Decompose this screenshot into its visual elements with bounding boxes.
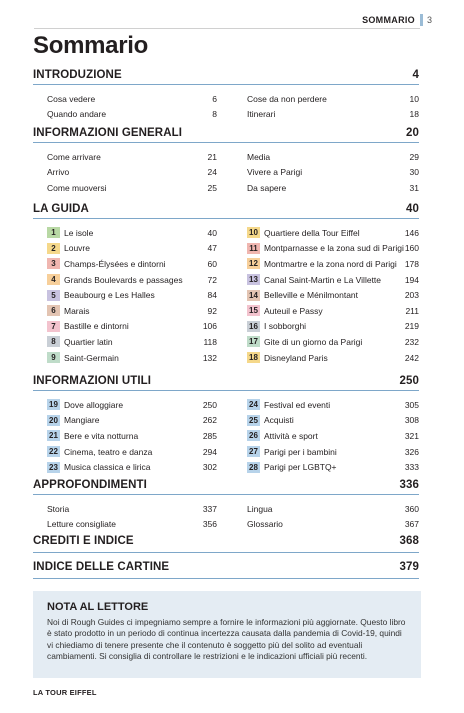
toc-entry-page: 21	[207, 151, 217, 162]
toc-entry-page: 30	[409, 167, 419, 178]
toc-entry-label: Vivere a Parigi	[247, 167, 303, 178]
toc-entry[interactable]	[47, 165, 217, 181]
toc-entry-page: 84	[207, 290, 217, 301]
chapter-number-badge: 14	[247, 290, 260, 301]
section-page: 336	[399, 479, 419, 491]
chapter-number-badge: 19	[47, 399, 60, 410]
chapter-number-badge: 2	[47, 243, 60, 254]
toc-column-left	[33, 149, 217, 196]
toc-entry-label-group	[247, 321, 306, 332]
chapter-number-badge: 27	[247, 446, 260, 457]
toc-chapter-entry[interactable]	[47, 241, 217, 257]
toc-chapter-entry[interactable]	[247, 413, 419, 429]
toc-entry-label: Mangiare	[64, 415, 100, 426]
toc-columns	[33, 143, 419, 196]
section-title: INFORMAZIONI GENERALI	[33, 127, 183, 139]
toc-column-left	[33, 397, 217, 475]
toc-entry[interactable]	[47, 501, 217, 517]
toc-chapter-entry[interactable]	[47, 225, 217, 241]
toc-entry-page: 18	[409, 109, 419, 120]
section-indice-delle-cartine	[33, 561, 419, 579]
toc-entry-page: 24	[207, 167, 217, 178]
toc-entry-label: Belleville e Ménilmontant	[264, 290, 359, 301]
toc-entry-label-group	[247, 227, 360, 238]
toc-entry-label-group	[247, 305, 323, 316]
toc-column-right	[247, 149, 419, 196]
toc-entry-label: Festival ed eventi	[264, 399, 331, 410]
toc-chapter-entry[interactable]	[47, 334, 217, 350]
section-title: LA GUIDA	[33, 203, 89, 215]
toc-entry-label-group	[247, 446, 337, 457]
toc-entry-label: I sobborghi	[264, 321, 307, 332]
chapter-number-badge: 18	[247, 352, 260, 363]
reader-note-box	[33, 591, 421, 678]
toc-entry-page: 285	[202, 430, 217, 441]
toc-entry-label: Disneyland Paris	[264, 352, 328, 363]
toc-entry-label: Media	[247, 151, 271, 162]
toc-entry-label: Saint-Germain	[64, 352, 119, 363]
running-header	[362, 14, 432, 26]
toc-entry-label-group	[247, 258, 397, 269]
toc-entry-label-group	[47, 243, 90, 254]
toc-entry-label: Grands Boulevards e passages	[64, 274, 183, 285]
toc-chapter-entry[interactable]	[247, 397, 419, 413]
toc-entry-page: 6	[212, 93, 217, 104]
chapter-number-badge: 26	[247, 430, 260, 441]
toc-entry-label: Quartiere della Tour Eiffel	[264, 227, 360, 238]
toc-entry-label: Parigi per LGBTQ+	[264, 462, 337, 473]
toc-chapter-entry[interactable]	[47, 413, 217, 429]
toc-entry-label: Dove alloggiare	[64, 399, 124, 410]
toc-entry-page: 242	[404, 352, 419, 363]
toc-column-left	[33, 501, 217, 532]
toc-chapter-entry[interactable]	[247, 272, 419, 288]
toc-entry-label-group	[247, 274, 381, 285]
chapter-number-badge: 11	[247, 243, 260, 254]
toc-entry[interactable]	[47, 91, 217, 107]
toc-entry-label-group	[47, 352, 119, 363]
toc-chapter-entry[interactable]	[247, 256, 419, 272]
toc-entry-label: Montparnasse e la zona sud di Parigi	[264, 243, 404, 254]
toc-entry-label-group	[247, 430, 318, 441]
toc-entry-page: 367	[404, 519, 419, 530]
toc-entry-page: 60	[207, 258, 217, 269]
toc-entry-label: Champs-Élysées e dintorni	[64, 258, 166, 269]
toc-entry-page: 321	[404, 430, 419, 441]
toc-entry-page: 360	[404, 503, 419, 514]
section-page: 379	[399, 561, 419, 573]
toc-entry-label: Cosa vedere	[47, 93, 96, 104]
toc-entry-page: 29	[409, 151, 419, 162]
toc-entry-page: 8	[212, 109, 217, 120]
toc-chapter-entry[interactable]	[247, 319, 419, 335]
toc-entry-page: 160	[404, 243, 419, 254]
toc-columns	[33, 85, 419, 122]
section-page: 40	[406, 203, 419, 215]
section-page: 368	[399, 535, 419, 547]
toc-entry-label-group	[247, 336, 362, 347]
section-heading[interactable]	[33, 127, 419, 143]
toc-entry-label-group	[247, 399, 330, 410]
toc-entry-page: 10	[409, 93, 419, 104]
toc-entry-label: Marais	[64, 305, 90, 316]
toc-columns	[33, 219, 419, 365]
section-heading[interactable]	[33, 203, 419, 219]
chapter-number-badge: 8	[47, 336, 60, 347]
toc-chapter-entry[interactable]	[247, 350, 419, 366]
toc-chapter-entry[interactable]	[47, 444, 217, 460]
toc-chapter-entry[interactable]	[247, 459, 419, 475]
toc-entry[interactable]	[247, 517, 419, 533]
section-title: INDICE DELLE CARTINE	[33, 561, 170, 573]
section-crediti-e-indice	[33, 535, 419, 553]
toc-entry-label-group	[47, 305, 90, 316]
section-heading[interactable]	[33, 479, 419, 495]
chapter-number-badge: 6	[47, 305, 60, 316]
toc-chapter-entry[interactable]	[47, 272, 217, 288]
chapter-number-badge: 23	[47, 462, 60, 473]
header-accent-bar	[420, 14, 423, 26]
toc-entry-label-group	[247, 415, 294, 426]
toc-column-right	[247, 225, 419, 365]
toc-entry-label: Montmartre e la zona nord di Parigi	[264, 258, 397, 269]
reader-note-body: Noi di Rough Guides ci impegniamo sempre a fornire le informazioni più aggiornate. Questo libro è stato prodotto in un periodo di continua incertezza causata dalla pandemia di Covid-19, quindi vi chiediamo di tenere presente che il contenuto è soggetto più del solito ad eventuali cambiamenti. Si consiglia di controllare le restrizioni e le indicazioni ufficiali più recenti.	[47, 617, 406, 662]
toc-entry[interactable]	[247, 91, 419, 107]
chapter-number-badge: 5	[47, 290, 60, 301]
section-la-guida	[33, 203, 419, 365]
toc-entry[interactable]	[47, 517, 217, 533]
toc-entry-label-group	[47, 446, 152, 457]
toc-entry-label-group	[47, 227, 93, 238]
section-heading[interactable]	[33, 375, 419, 391]
toc-entry-page: 211	[405, 305, 419, 316]
toc-chapter-entry[interactable]	[47, 459, 217, 475]
toc-entry-label: Lingua	[247, 503, 273, 514]
toc-entry-label: Acquisti	[264, 415, 294, 426]
toc-entry-page: 302	[202, 462, 217, 473]
toc-entry-label-group	[247, 290, 358, 301]
running-header-title: SOMMARIO	[362, 15, 415, 25]
toc-entry-page: 219	[404, 321, 419, 332]
toc-entry-label: Arrivo	[47, 167, 70, 178]
page-footer: LA TOUR EIFFEL	[33, 688, 97, 697]
toc-columns	[33, 391, 419, 475]
toc-entry-page: 106	[202, 321, 217, 332]
toc-entry-page: 132	[202, 352, 217, 363]
section-approfondimenti	[33, 479, 419, 532]
chapter-number-badge: 4	[47, 274, 60, 285]
toc-entry-label: Cose da non perdere	[247, 93, 327, 104]
toc-chapter-entry[interactable]	[47, 287, 217, 303]
toc-entry-label: Musica classica e lirica	[64, 462, 151, 473]
toc-entry-label: Bere e vita notturna	[64, 430, 139, 441]
toc-chapter-entry[interactable]	[247, 241, 419, 257]
chapter-number-badge: 17	[247, 336, 260, 347]
toc-entry[interactable]	[47, 149, 217, 165]
toc-entry-label-group	[47, 274, 183, 285]
toc-entry-label: Quando andare	[47, 109, 107, 120]
toc-chapter-entry[interactable]	[247, 287, 419, 303]
reader-note-title: NOTA AL LETTORE	[47, 601, 149, 613]
toc-entry-page: 194	[404, 274, 419, 285]
section-title: INFORMAZIONI UTILI	[33, 375, 152, 387]
toc-entry[interactable]	[47, 180, 217, 196]
toc-entry-page: 305	[404, 399, 419, 410]
toc-entry-label: Quartier latin	[64, 336, 113, 347]
section-heading[interactable]	[33, 69, 419, 85]
toc-entry-label: Attività e sport	[264, 430, 318, 441]
section-page: 20	[406, 127, 419, 139]
toc-entry-label: Glossario	[247, 519, 283, 530]
chapter-number-badge: 1	[47, 227, 60, 238]
chapter-number-badge: 3	[47, 258, 60, 269]
toc-chapter-entry[interactable]	[247, 428, 419, 444]
toc-column-right	[247, 91, 419, 122]
toc-entry-page: 203	[404, 290, 419, 301]
toc-chapter-entry[interactable]	[47, 350, 217, 366]
toc-chapter-entry[interactable]	[247, 334, 419, 350]
toc-entry-label: Itinerari	[247, 109, 276, 120]
toc-entry-label-group	[47, 290, 155, 301]
toc-entry-label: Le isole	[64, 227, 94, 238]
toc-entry-label-group	[47, 399, 123, 410]
toc-chapter-entry[interactable]	[247, 303, 419, 319]
chapter-number-badge: 28	[247, 462, 260, 473]
chapter-number-badge: 7	[47, 321, 60, 332]
toc-entry-label-group	[47, 415, 99, 426]
toc-column-right	[247, 397, 419, 475]
toc-entry-page: 250	[202, 399, 217, 410]
toc-entry-label: Canal Saint-Martin e La Villette	[264, 274, 382, 285]
section-informazioni-generali	[33, 127, 419, 196]
chapter-number-badge: 13	[247, 274, 260, 285]
toc-entry-label-group	[247, 243, 404, 254]
chapter-number-badge: 22	[47, 446, 60, 457]
toc-entry-label: Auteuil e Passy	[264, 305, 323, 316]
header-rule	[34, 28, 420, 29]
toc-entry-page: 47	[207, 243, 217, 254]
section-informazioni-utili	[33, 375, 419, 475]
section-heading[interactable]	[33, 561, 419, 579]
chapter-number-badge: 15	[247, 305, 260, 316]
toc-entry-label-group	[47, 321, 129, 332]
toc-entry-label: Louvre	[64, 243, 90, 254]
toc-entry-page: 178	[404, 258, 419, 269]
toc-chapter-entry[interactable]	[47, 428, 217, 444]
toc-column-left	[33, 225, 217, 365]
toc-column-left	[33, 91, 217, 122]
toc-entry[interactable]	[247, 165, 419, 181]
toc-entry-label: Letture consigliate	[47, 519, 116, 530]
toc-entry-label-group	[47, 336, 113, 347]
page-title: Sommario	[33, 32, 148, 59]
toc-entry-label-group	[47, 258, 166, 269]
toc-chapter-entry[interactable]	[247, 225, 419, 241]
section-heading[interactable]	[33, 535, 419, 553]
toc-chapter-entry[interactable]	[47, 397, 217, 413]
section-page: 250	[399, 375, 419, 387]
toc-entry-page: 31	[409, 182, 419, 193]
toc-entry[interactable]	[247, 180, 419, 196]
toc-entry-page: 40	[207, 227, 217, 238]
toc-chapter-entry[interactable]	[47, 303, 217, 319]
toc-chapter-entry[interactable]	[47, 256, 217, 272]
toc-entry-page: 232	[404, 336, 419, 347]
page-number: 3	[426, 15, 432, 25]
toc-entry-label: Bastille e dintorni	[64, 321, 129, 332]
toc-entry-label: Parigi per i bambini	[264, 446, 337, 457]
toc-entry-label-group	[47, 462, 150, 473]
toc-entry-page: 333	[404, 462, 419, 473]
toc-entry-page: 326	[404, 446, 419, 457]
toc-entry-label: Cinema, teatro e danza	[64, 446, 153, 457]
chapter-number-badge: 21	[47, 430, 60, 441]
toc-columns	[33, 495, 419, 532]
toc-entry-page: 294	[202, 446, 217, 457]
chapter-number-badge: 12	[247, 258, 260, 269]
toc-entry-page: 25	[207, 182, 217, 193]
chapter-number-badge: 24	[247, 399, 260, 410]
toc-entry-page: 262	[202, 415, 217, 426]
toc-entry-label: Gite di un giorno da Parigi	[264, 336, 363, 347]
section-title: APPROFONDIMENTI	[33, 479, 147, 491]
toc-column-right	[247, 501, 419, 532]
toc-chapter-entry[interactable]	[47, 319, 217, 335]
toc-entry-page: 308	[404, 415, 419, 426]
chapter-number-badge: 9	[47, 352, 60, 363]
toc-entry-label: Come arrivare	[47, 151, 101, 162]
toc-entry-page: 356	[202, 519, 217, 530]
section-introduzione	[33, 69, 419, 122]
toc-chapter-entry[interactable]	[247, 444, 419, 460]
toc-entry-label-group	[247, 462, 337, 473]
toc-entry-page: 92	[207, 305, 217, 316]
toc-entry[interactable]	[247, 107, 419, 123]
toc-entry-page: 146	[404, 227, 419, 238]
toc-entry[interactable]	[247, 149, 419, 165]
toc-entry-label: Beaubourg e Les Halles	[64, 290, 155, 301]
chapter-number-badge: 10	[247, 227, 260, 238]
section-title: INTRODUZIONE	[33, 69, 122, 81]
toc-entry-label: Storia	[47, 503, 70, 514]
toc-entry[interactable]	[247, 501, 419, 517]
toc-entry-label-group	[247, 352, 328, 363]
toc-entry-label: Come muoversi	[47, 182, 107, 193]
chapter-number-badge: 25	[247, 415, 260, 426]
toc-entry-page: 337	[202, 503, 217, 514]
toc-entry-label-group	[47, 430, 138, 441]
toc-entry[interactable]	[47, 107, 217, 123]
chapter-number-badge: 16	[247, 321, 260, 332]
toc-entry-page: 72	[207, 274, 217, 285]
toc-entry-label: Da sapere	[247, 182, 287, 193]
section-page: 4	[412, 69, 419, 81]
section-title: CREDITI E INDICE	[33, 535, 134, 547]
chapter-number-badge: 20	[47, 415, 60, 426]
toc-entry-page: 118	[203, 336, 217, 347]
